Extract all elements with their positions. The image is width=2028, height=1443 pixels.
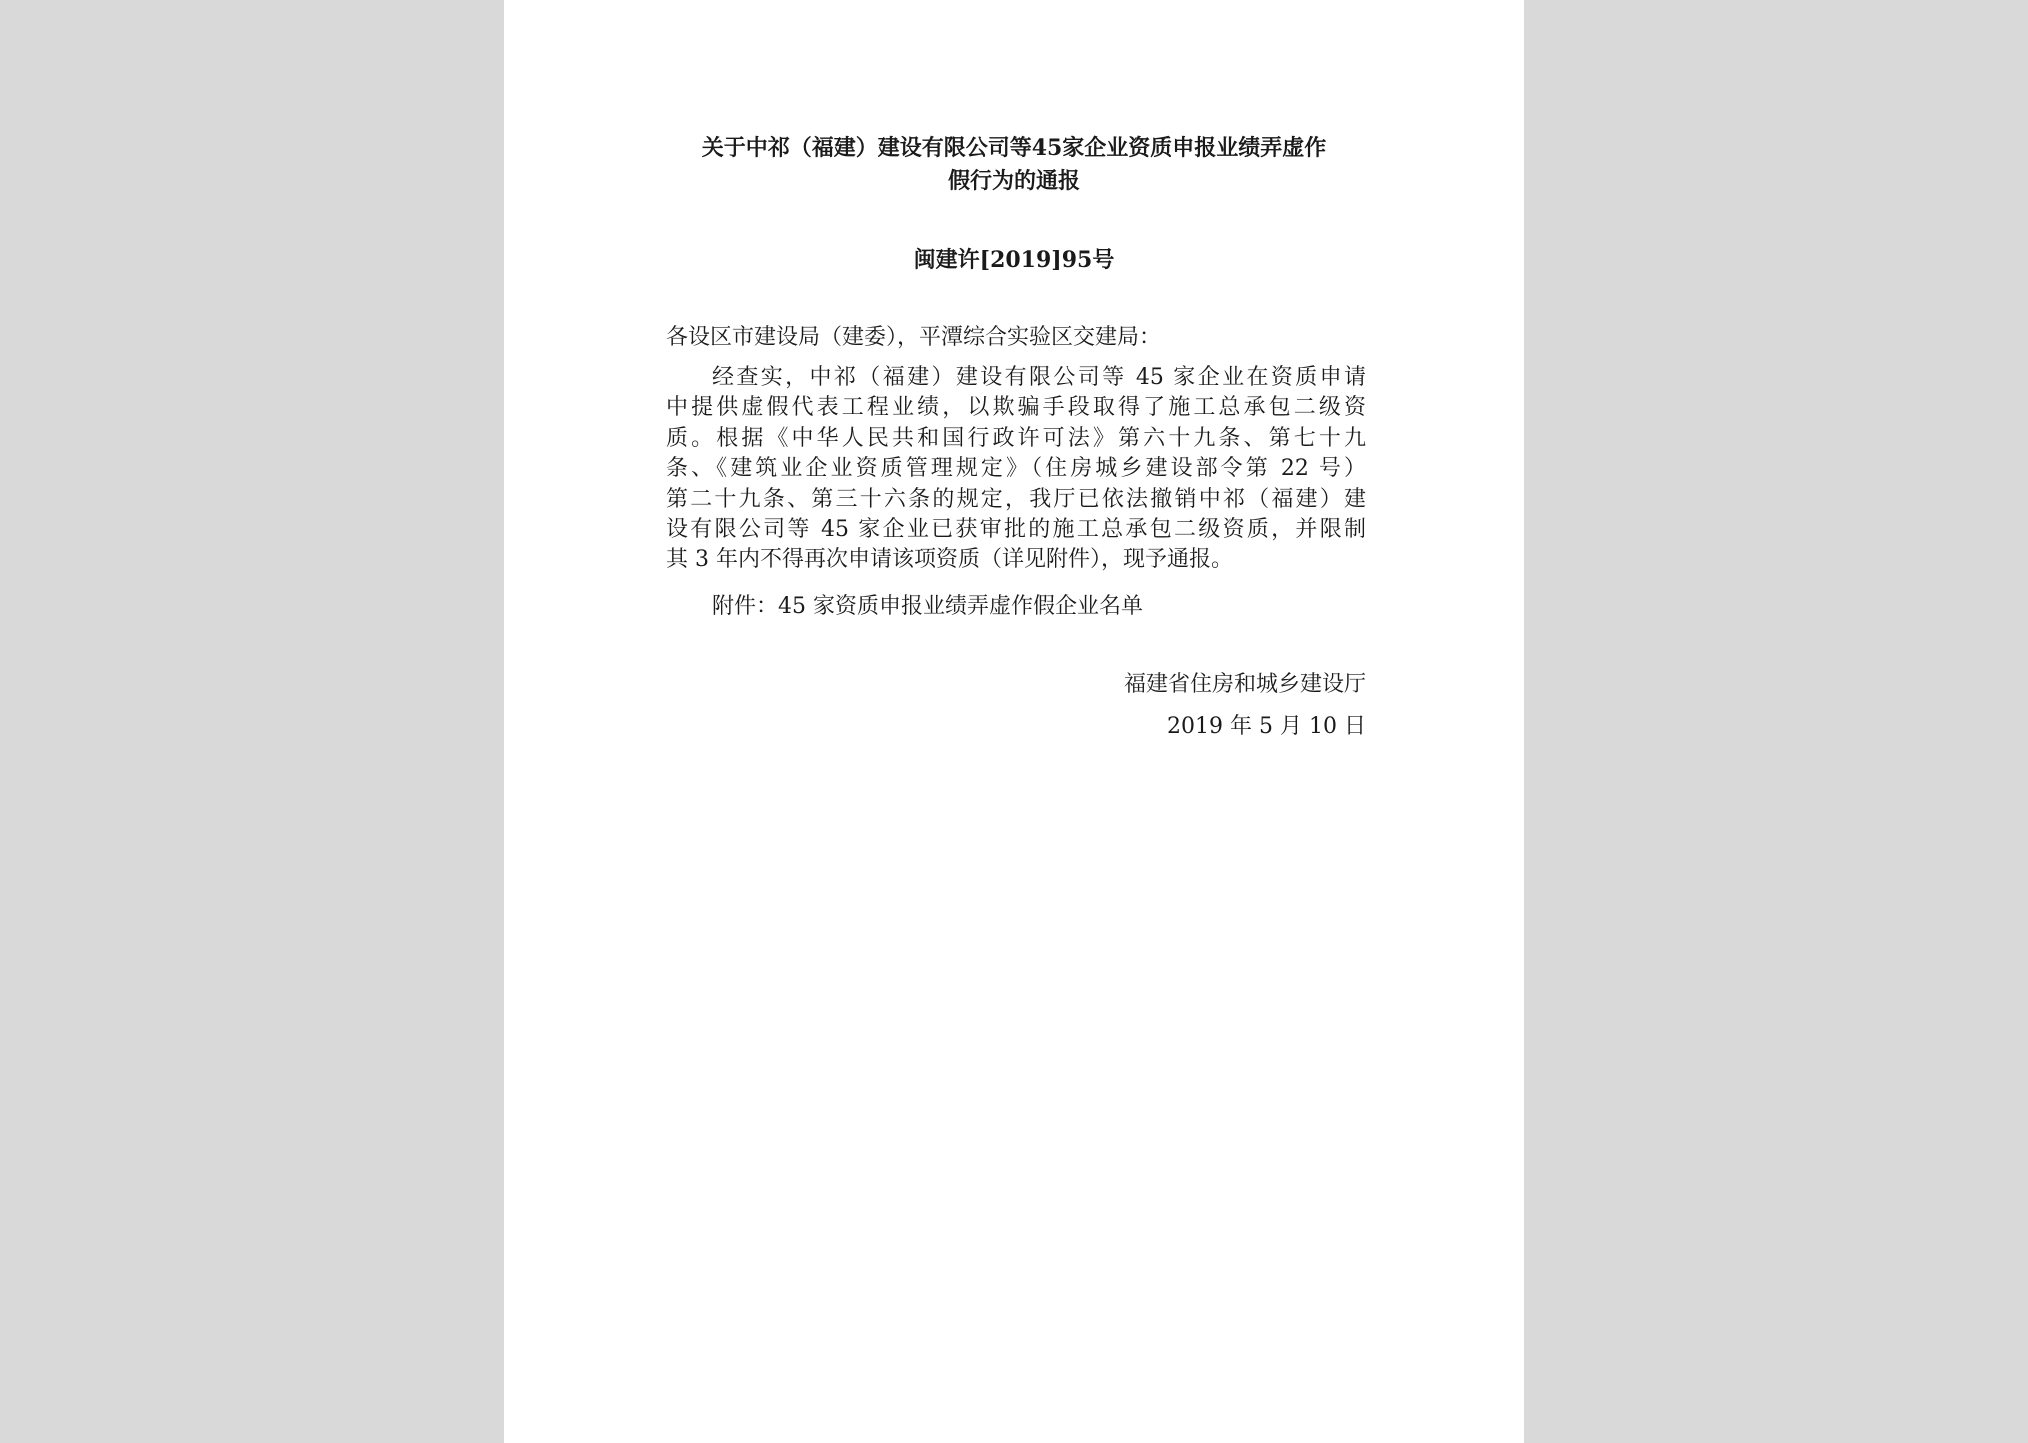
body-line: 中提供虚假代表工程业绩，以欺骗手段取得了施工总承包二级资 <box>666 395 1366 421</box>
signature-date: 2019 年 5 月 10 日 <box>1167 714 1366 739</box>
body-paragraph <box>666 363 1366 576</box>
body-line: 条、《建筑业企业资质管理规定》（住房城乡建设部令第 22 号） <box>666 456 1366 482</box>
title-line-2: 假行为的通报 <box>947 168 1080 194</box>
body-line: 设有限公司等 45 家企业已获审批的施工总承包二级资质，并限制 <box>666 517 1366 543</box>
signature-organization: 福建省住房和城乡建设厅 <box>1123 672 1366 697</box>
document-page <box>504 0 1524 1443</box>
title-line-1: 关于中祁（福建）建设有限公司等45家企业资质申报业绩弄虚作 <box>701 135 1327 161</box>
body-line: 质。根据《中华人民共和国行政许可法》第六十九条、第七十九 <box>666 425 1366 451</box>
document-number: 闽建许[2019]95号 <box>913 247 1115 273</box>
document-title <box>659 132 1369 198</box>
body-line: 经查实，中祁（福建）建设有限公司等 45 家企业在资质申请 <box>712 365 1366 390</box>
attachment-note: 附件：45 家资质申报业绩弄虚作假企业名单 <box>712 594 1143 619</box>
body-line: 第二十九条、第三十六条的规定，我厅已依法撤销中祁（福建）建 <box>666 486 1366 512</box>
body-line: 其 3 年内不得再次申请该项资质（详见附件），现予通报。 <box>666 547 1233 573</box>
addressee: 各设区市建设局（建委），平潭综合实验区交建局： <box>666 325 1162 350</box>
